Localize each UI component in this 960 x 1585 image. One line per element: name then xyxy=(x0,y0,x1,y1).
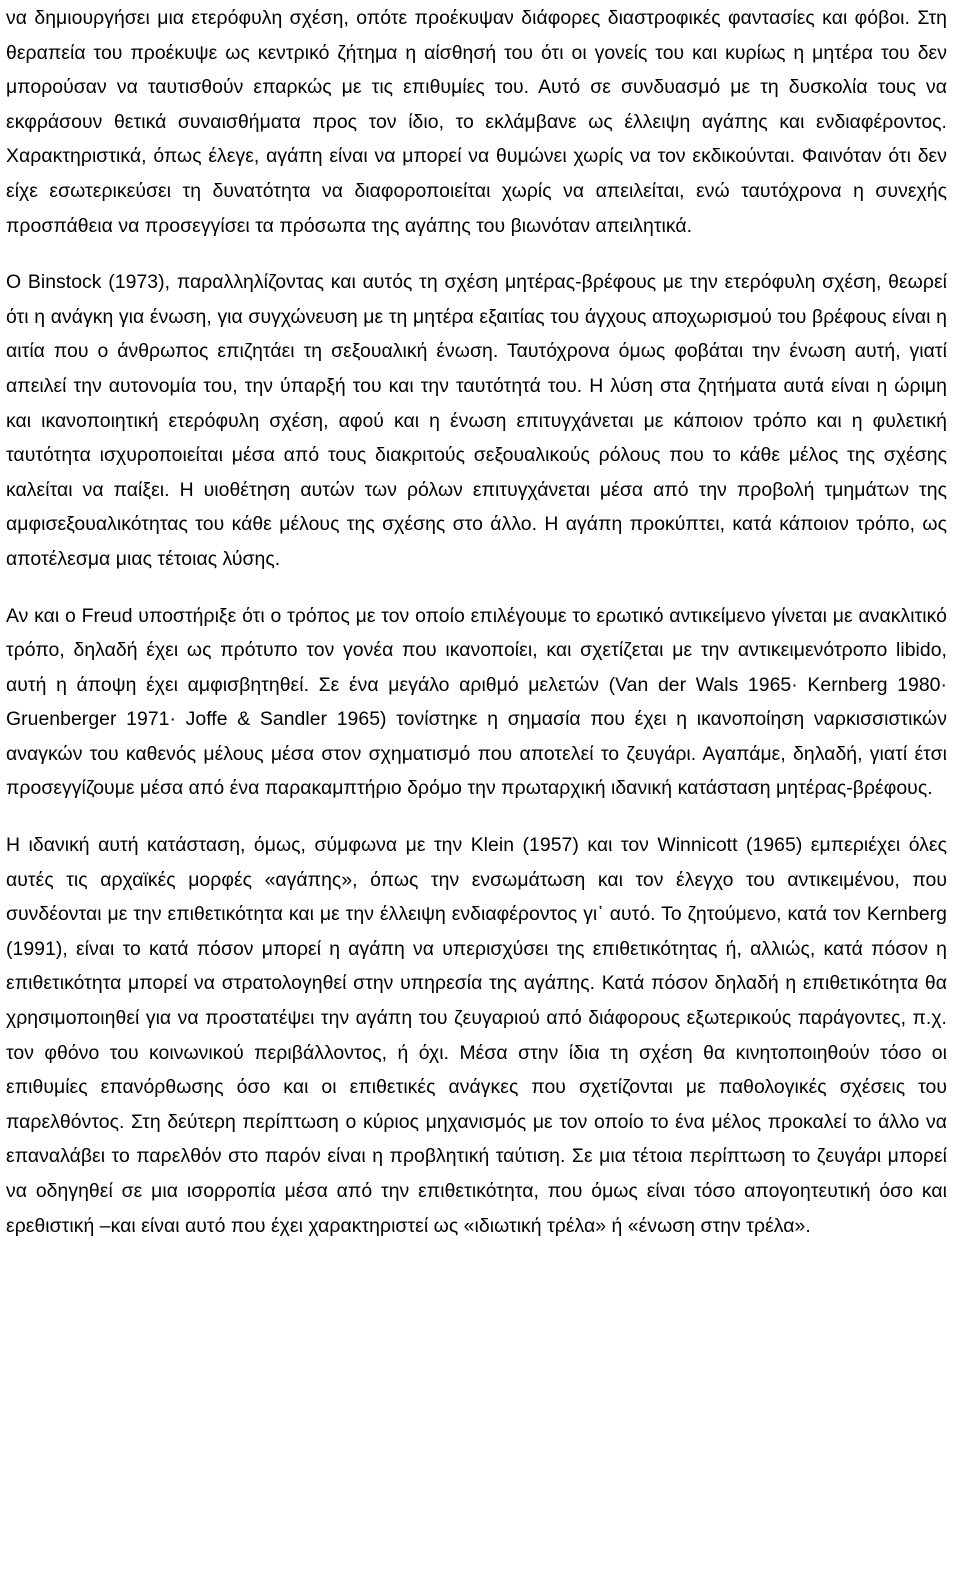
paragraph-2: Ο Binstock (1973), παραλληλίζοντας και αυτός τη σχέση μητέρας-βρέφους με την ετερόφυλη σχέση, θεωρεί ότι η ανάγκη για ένωση, για συγχώνευση με τη μητέρα εξαιτίας του άγχους αποχωρισμού του βρέφους είναι η αιτία που ο άνθρωπος επιζητάει τη σεξουαλική ένωση. Ταυτόχρονα όμως φοβάται την ένωση αυτή, γιατί απειλεί την αυτονομία του, την ύπαρξή του και την ταυτότητά του. Η λύση στα ζητήματα αυτά είναι η ώριμη και ικανοποιητική ετερόφυλη σχέση, αφού και η ένωση επιτυγχάνεται με κάποιον τρόπο και η φυλετική ταυτότητα ισχυροποιείται μέσα από τους διακριτούς σεξουαλικούς ρόλους που το κάθε μέλος της σχέσης καλείται να παίξει. Η υιοθέτηση αυτών των ρόλων επιτυγχάνεται μέσα από την προβολή τμημάτων της αμφισεξουαλικότητας του κάθε μέλους της σχέσης στο άλλο. Η αγάπη προκύπτει, κατά κάποιον τρόπο, ως αποτέλεσμα μιας τέτοιας λύσης. xyxy=(6,271,947,570)
paragraph-3: Αν και ο Freud υποστήριξε ότι ο τρόπος με τον οποίο επιλέγουμε το ερωτικό αντικείμενο γίνεται με ανακλιτικό τρόπο, δηλαδή έχει ως πρότυπο τον γονέα που ικανοποίει, και σχετίζεται με την αντικειμενότροπο libido, αυτή η άποψη έχει αμφισβητηθεί. Σε ένα μεγάλο αριθμό μελετών (Van der Wals 1965· Kernberg 1980· Gruenberger 1971· Joffe & Sandler 1965) τονίστηκε η σημασία που έχει η ικανοποίηση ναρκισσιστικών αναγκών του καθενός μέλους μέσα στον σχηματισμό που αποτελεί το ζευγάρι. Αγαπάμε, δηλαδή, γιατί έτσι προσεγγίζουμε μέσα από ένα παρακαμπτήριο δρόμο την πρωταρχική ιδανική κατάσταση μητέρας-βρέφους. xyxy=(6,604,947,800)
document-page xyxy=(6,0,947,1243)
paragraph-4: Η ιδανική αυτή κατάσταση, όμως, σύμφωνα με την Klein (1957) και τον Winnicott (1965) εμπεριέχει όλες αυτές τις αρχαϊκές μορφές «αγάπης», όπως την ενσωμάτωση και τον έλεγχο του αντικειμένου, που συνδέονται με την επιθετικότητα και με την έλλειψη ενδιαφέροντος γι᾽ αυτό. Το ζητούμενο, κατά τον Kernberg (1991), είναι το κατά πόσον μπορεί η αγάπη να υπερισχύσει της επιθετικότητας ή, αλλιώς, κατά πόσον η επιθετικότητα μπορεί να στρατολογηθεί στην υπηρεσία της αγάπης. Κατά πόσον δηλαδή η επιθετικότητα θα χρησιμοποιηθεί για να προστατέψει την αγάπη του ζευγαριού από διάφορους εξωτερικούς παράγοντες, π.χ. τον φθόνο του κοινωνικού περιβάλλοντος, ή όχι. Μέσα στην ίδια τη σχέση θα κινητοποιηθούν τόσο οι επιθυμίες επανόρθωσης όσο και οι επιθετικές ανάγκες που σχετίζονται με παθολογικές σχέσεις του παρελθόντος. Στη δεύτερη περίπτωση ο κύριος μηχανισμός με τον οποίο το ένα μέλος προκαλεί το άλλο να επαναλάβει το παρελθόν στο παρόν είναι η προβλητική ταύτιση. Σε μια τέτοια περίπτωση το ζευγάρι μπορεί να οδηγηθεί σε μια ισορροπία μέσα από την επιθετικότητα, που όμως είναι τόσο απογοητευτική όσο και ερεθιστική –και είναι αυτό που έχει χαρακτηριστεί ως «ιδιωτική τρέλα» ή «ένωση στην τρέλα». xyxy=(6,834,947,1237)
paragraph-1: να δημιουργήσει μια ετερόφυλη σχέση, οπότε προέκυψαν διάφορες διαστροφικές φαντασίες και φόβοι. Στη θεραπεία του προέκυψε ως κεντρικό ζήτημα η αίσθησή του ότι οι γονείς του και κυρίως η μητέρα του δεν μπορούσαν να ταυτισθούν επαρκώς με τις επιθυμίες του. Αυτό σε συνδυασμό με τη δυσκολία τους να εκφράσουν θετικά συναισθήματα προς τον ίδιο, το εκλάμβανε ως έλλειψη αγάπης και ενδιαφέροντος. Χαρακτηριστικά, όπως έλεγε, αγάπη είναι να μπορεί να θυμώνει χωρίς να τον εκδικούνται. Φαινόταν ότι δεν είχε εσωτερικεύσει τη δυνατότητα να διαφοροποιείται χωρίς να απειλείται, ενώ ταυτόχρονα η συνεχής προσπάθεια να προσεγγίσει τα πρόσωπα της αγάπης του βιωνόταν απειλητικά. xyxy=(6,7,947,237)
